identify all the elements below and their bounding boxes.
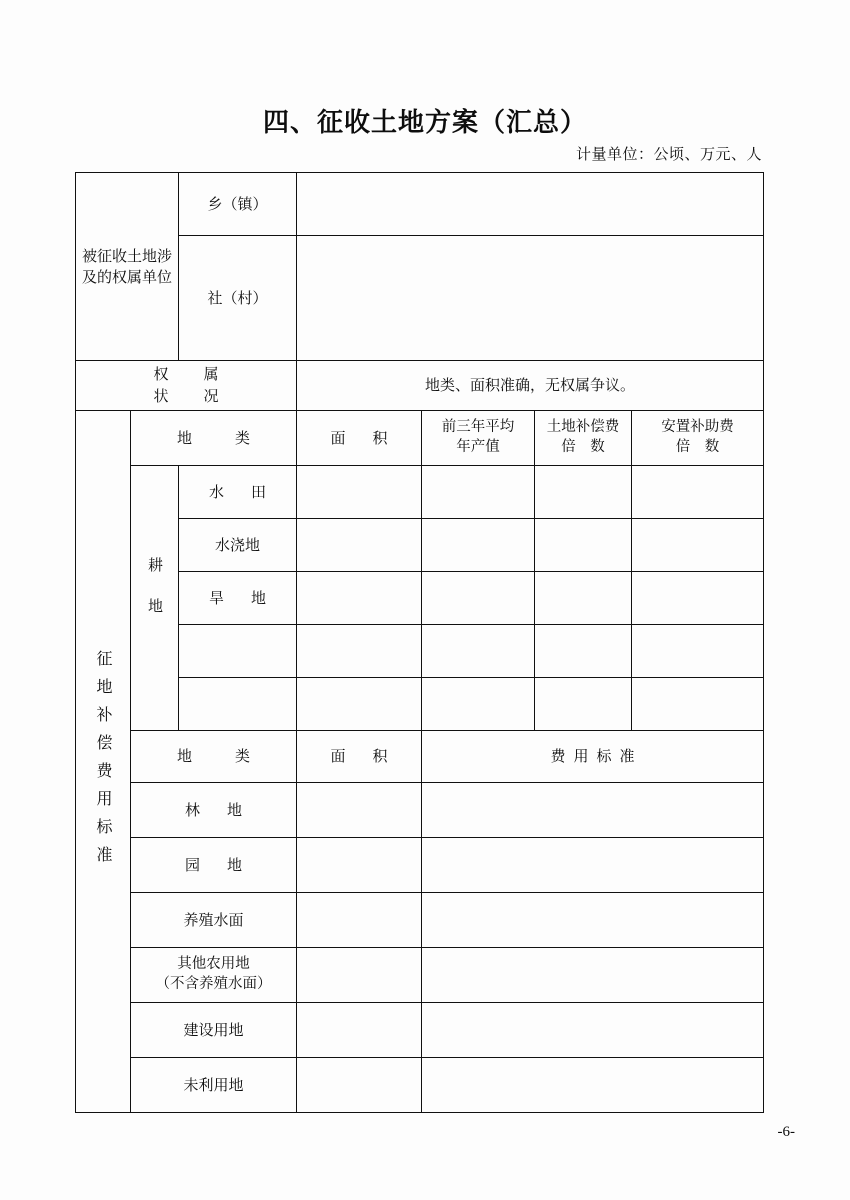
area-irrigated-land[interactable]	[297, 519, 422, 572]
area-forest-land[interactable]	[297, 783, 422, 838]
land-acquisition-form	[75, 172, 763, 1113]
header-land-compensation-line2: 倍 数	[561, 439, 605, 455]
table-row-unused-land	[76, 1058, 764, 1113]
header-resettlement-line2: 倍 数	[675, 439, 720, 455]
land-comp-irrigated-land[interactable]	[535, 519, 632, 572]
header-land-compensation-line1: 土地补偿费	[546, 419, 620, 436]
compensation-standard-text: 征地补偿费用标准	[94, 649, 113, 874]
table-row-header-cultivated	[76, 411, 764, 466]
table-row-cultivated-blank-2	[76, 678, 764, 731]
land-type-cultivated-blank-2[interactable]	[179, 678, 297, 731]
header-avg-output	[422, 411, 535, 466]
ownership-status-label-line1: 权 属	[153, 364, 229, 383]
table-row-garden-land	[76, 838, 764, 893]
township-label: 乡（镇）	[179, 173, 297, 236]
ownership-status-label-line2: 状 况	[153, 386, 229, 405]
table-row-village	[76, 236, 764, 361]
table-row-dry-land	[76, 572, 764, 625]
land-type-other-agricultural-line2: （不含养殖水面）	[155, 976, 272, 992]
compensation-standard-vertical-label	[76, 411, 131, 1113]
land-type-garden-land: 园 地	[131, 838, 297, 893]
header-land-compensation-multiple	[535, 411, 632, 466]
fee-standard-other-agricultural-land[interactable]	[422, 948, 764, 1003]
village-label: 社（村）	[179, 236, 297, 361]
table-row-township	[76, 173, 764, 236]
area-paddy-field[interactable]	[297, 466, 422, 519]
ownership-status-value[interactable]: 地类、面积准确，无权属争议。	[297, 361, 764, 411]
area-dry-land[interactable]	[297, 572, 422, 625]
fee-standard-forest-land[interactable]	[422, 783, 764, 838]
land-comp-cultivated-blank-2[interactable]	[535, 678, 632, 731]
form-table	[75, 172, 764, 1113]
table-row-header-other-land	[76, 731, 764, 783]
land-type-construction-land: 建设用地	[131, 1003, 297, 1058]
resettle-cultivated-blank-2[interactable]	[632, 678, 764, 731]
page-number: -6-	[777, 1124, 795, 1140]
table-row-forest-land	[76, 783, 764, 838]
page-title: 四、征收土地方案（汇总）	[262, 108, 587, 138]
header-land-type-bottom: 地 类	[131, 731, 297, 783]
land-type-other-agricultural-land	[131, 948, 297, 1003]
fee-standard-aquaculture-water[interactable]	[422, 893, 764, 948]
land-comp-paddy-field[interactable]	[535, 466, 632, 519]
township-value[interactable]	[297, 173, 764, 236]
area-cultivated-blank-1[interactable]	[297, 625, 422, 678]
fee-standard-garden-land[interactable]	[422, 838, 764, 893]
avg-output-cultivated-blank-1[interactable]	[422, 625, 535, 678]
land-type-forest-land: 林 地	[131, 783, 297, 838]
land-type-paddy-field: 水 田	[179, 466, 297, 519]
village-value[interactable]	[297, 236, 764, 361]
owner-units-label: 被征收土地涉及的权属单位	[76, 173, 179, 361]
measurement-unit-note: 计量单位：公顷、万元、人	[575, 145, 762, 163]
area-other-agricultural-land[interactable]	[297, 948, 422, 1003]
land-comp-dry-land[interactable]	[535, 572, 632, 625]
resettle-cultivated-blank-1[interactable]	[632, 625, 764, 678]
resettle-dry-land[interactable]	[632, 572, 764, 625]
cultivated-land-group-text: 耕地	[146, 557, 164, 639]
ownership-status-label	[76, 361, 297, 411]
header-resettlement-line1: 安置补助费	[661, 419, 734, 436]
header-land-type-top: 地 类	[131, 411, 297, 466]
area-aquaculture-water[interactable]	[297, 893, 422, 948]
table-row-construction-land	[76, 1003, 764, 1058]
resettle-paddy-field[interactable]	[632, 466, 764, 519]
header-fee-standard: 费用标准	[422, 731, 764, 783]
avg-output-dry-land[interactable]	[422, 572, 535, 625]
avg-output-cultivated-blank-2[interactable]	[422, 678, 535, 731]
header-resettlement-multiple	[632, 411, 764, 466]
header-area-top: 面 积	[297, 411, 422, 466]
land-type-irrigated-land: 水浇地	[179, 519, 297, 572]
avg-output-paddy-field[interactable]	[422, 466, 535, 519]
area-garden-land[interactable]	[297, 838, 422, 893]
fee-standard-unused-land[interactable]	[422, 1058, 764, 1113]
table-row-cultivated-blank-1	[76, 625, 764, 678]
land-type-dry-land: 旱 地	[179, 572, 297, 625]
land-type-aquaculture-water: 养殖水面	[131, 893, 297, 948]
table-row-aquaculture-water	[76, 893, 764, 948]
land-comp-cultivated-blank-1[interactable]	[535, 625, 632, 678]
fee-standard-construction-land[interactable]	[422, 1003, 764, 1058]
area-cultivated-blank-2[interactable]	[297, 678, 422, 731]
cultivated-land-group-label	[131, 466, 179, 731]
header-avg-output-line2: 年产值	[456, 439, 500, 455]
header-avg-output-line1: 前三年平均	[441, 419, 515, 436]
avg-output-irrigated-land[interactable]	[422, 519, 535, 572]
resettle-irrigated-land[interactable]	[632, 519, 764, 572]
land-type-unused-land: 未利用地	[131, 1058, 297, 1113]
table-row-paddy-field	[76, 466, 764, 519]
header-area-bottom: 面 积	[297, 731, 422, 783]
land-type-cultivated-blank-1[interactable]	[179, 625, 297, 678]
area-unused-land[interactable]	[297, 1058, 422, 1113]
table-row-irrigated-land	[76, 519, 764, 572]
table-row-other-agricultural-land	[76, 948, 764, 1003]
land-type-other-agricultural-line1: 其他农用地	[177, 956, 250, 973]
table-row-ownership-status	[76, 361, 764, 411]
area-construction-land[interactable]	[297, 1003, 422, 1058]
